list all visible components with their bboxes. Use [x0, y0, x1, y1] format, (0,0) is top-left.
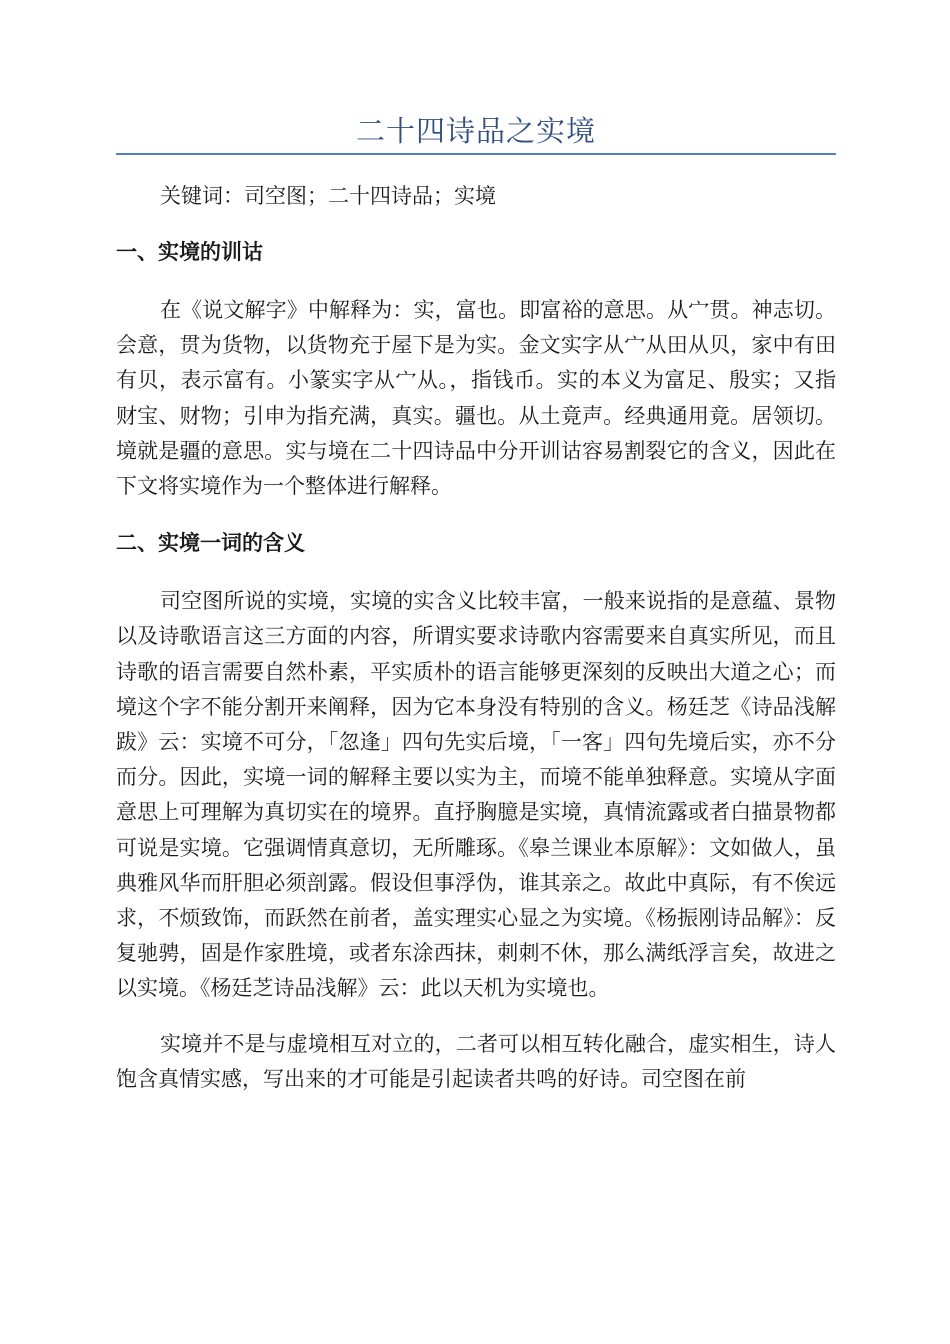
section-1-paragraph-1: 在《说文解字》中解释为：实，富也。即富裕的意思。从宀贯。神志切。会意，贯为货物，以货物充于屋下是为实。金文实字从宀从田从贝，家中有田有贝，表示富有。小篆实字从宀从。，指钱币。实的本义为富足、殷实；又指财宝、财物；引申为指充满，真实。疆也。从土竟声。经典通用竟。居领切。境就是疆的意思。实与境在二十四诗品中分开训诂容易割裂它的含义，因此在下文将实境作为一个整体进行解释。: [116, 298, 836, 499]
document-title: 二十四诗品之实境: [355, 114, 596, 148]
document-page: [116, 0, 836, 1097]
section-2-paragraph-1: 司空图所说的实境，实境的实含义比较丰富，一般来说指的是意蕴、景物以及诗歌语言这三方面的内容，所谓实要求诗歌内容需要来自真实所见，而且诗歌的语言需要自然朴素，平实质朴的语言能够更深刻的反映出大道之心；而境这个字不能分割开来阐释，因为它本身没有特别的含义。杨廷芝《诗品浅解跋》云：实境不可分，「忽逢」四句先实后境，「一客」四句先境后实，亦不分而分。因此，实境一词的解释主要以实为主，而境不能单独释意。实境从字面意思上可理解为真切实在的境界。直抒胸臆是实境，真情流露或者白描景物都可说是实境。它强调情真意切，无所雕琢。《皋兰课业本原解》：文如做人，虽典雅风华而肝胆必须剖露。假设但事浮伪，谁其亲之。故此中真际，有不俟远求，不烦致饰，而跃然在前者，盖实理实心显之为实境。《杨振刚诗品解》：反复驰骋，固是作家胜境，或者东涂西抹，刺刺不休，那么满纸浮言矣，故进之以实境。《杨廷芝诗品浅解》云：此以天机为实境也。: [116, 589, 836, 1001]
section-2-paragraph-2: 实境并不是与虚境相互对立的，二者可以相互转化融合，虚实相生，诗人饱含真情实感，写出来的才可能是引起读者共鸣的好诗。司空图在前: [116, 1031, 836, 1091]
keywords-line: 关键词：司空图；二十四诗品；实境: [160, 184, 496, 208]
section-heading-2: 二、实境一词的含义: [116, 531, 305, 556]
title-underline: [116, 153, 836, 155]
section-heading-1: 一、实境的训诂: [116, 240, 263, 264]
